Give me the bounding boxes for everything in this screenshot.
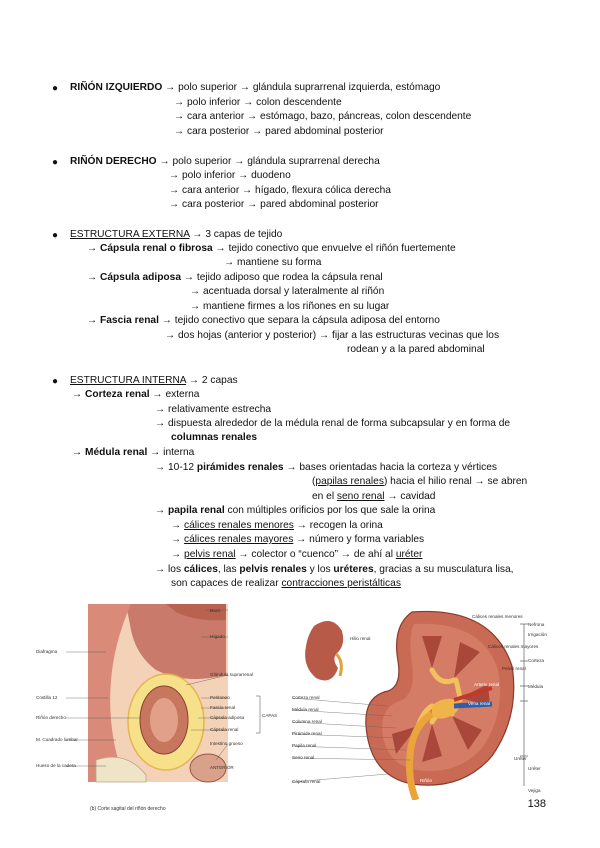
term-bold: Fascia renal	[100, 315, 159, 326]
label-ureter: Uréter	[514, 756, 527, 761]
text-part: → los	[155, 564, 184, 575]
text-part: →	[171, 549, 185, 560]
int-corteza-line4	[171, 431, 257, 444]
text-line: → interna	[150, 447, 195, 458]
text-part: → cavidad	[384, 491, 436, 502]
text-line: → tejido conectivo que envuelve el riñón fuertemente	[215, 243, 456, 254]
label-hilio: Hilio renal	[350, 636, 371, 641]
section-izq-title: RIÑÓN IZQUIERDO	[70, 82, 163, 93]
term-bold: pirámides renales	[196, 462, 284, 473]
section-izq-line4: → cara posterior → pared abdominal posterior	[174, 126, 384, 137]
sagittal-illustration	[36, 600, 286, 815]
section-der-title: RIÑÓN DERECHO	[70, 156, 157, 167]
term-bold: Cápsula renal o fibrosa	[100, 243, 213, 254]
int-calices-menores-line	[171, 519, 383, 532]
text-part: ) hacia el hilio renal → se abren	[383, 476, 528, 487]
label-calices-menores: Cálices renales menores	[472, 614, 523, 619]
label-columna: Columna renal	[292, 719, 322, 724]
ext-adiposa-line2: → acentuada dorsal y lateralmente al riñón	[190, 286, 385, 297]
ext-fascia-line2: → dos hojas (anterior y posterior) → fijar a las estructuras vecinas que los	[165, 330, 500, 341]
term-bold: Médula renal	[85, 447, 148, 458]
term-underlined: uréter	[395, 549, 423, 560]
label-pelvis: Pelvis renal	[502, 666, 526, 671]
text-line: → externa	[152, 389, 200, 400]
ext-adiposa-line3: → mantiene firmes a los riñones en su lugar	[190, 301, 390, 312]
section-der-line4: → cara posterior → pared abdominal posterior	[169, 199, 379, 210]
label-papila: Papila renal	[292, 743, 317, 748]
label-axis-vejiga: Vejiga	[528, 788, 541, 793]
arrow: →	[87, 315, 98, 326]
text-part: → recogen la orina	[293, 520, 383, 531]
label-capsula-renal: Cápsula renal	[292, 779, 321, 784]
bullet-dot: ●	[52, 230, 59, 241]
label-axis-corteza: Corteza	[528, 658, 545, 663]
figure-sagittal-kidney	[36, 600, 286, 815]
text-part: (	[312, 476, 316, 487]
label-capas: CAPAS	[262, 713, 278, 718]
arrow: →	[87, 243, 98, 254]
label-costilla: Costilla 12	[36, 695, 58, 700]
term-underlined: pelvis renal	[184, 549, 236, 560]
section-int-line1	[70, 374, 238, 387]
bullet-dot: ●	[52, 83, 59, 94]
label-cuadrado: M. Cuadrado lumbar	[36, 737, 78, 742]
label-glandula: Glándula suprarrenal	[210, 672, 253, 677]
label-fascia: Fascia renal	[210, 705, 236, 710]
text-line: → tejido conectivo que separa la cápsula adiposa del entorno	[161, 315, 440, 326]
ext-fibrosa-line2: → mantiene su forma	[224, 257, 322, 268]
bullet-dot: ●	[52, 157, 59, 168]
label-hueso: Hueso de la cadera	[36, 763, 76, 768]
ext-adiposa-line1	[87, 271, 383, 284]
label-bazo: Bazo	[210, 608, 221, 613]
arrow: →	[87, 272, 98, 283]
arrow: →	[72, 447, 83, 458]
label-peritoneo: Peritoneo	[210, 695, 230, 700]
text-line: → 2 capas	[188, 375, 238, 386]
label-capsula: Cápsula renal	[210, 727, 239, 732]
label-intestino: Intestino grueso	[210, 741, 243, 746]
text-line: → polo superior → glándula suprarrenal izquierda, estómago	[165, 82, 441, 93]
figure-caption: (b) Corte sagital del riñón derecho	[90, 806, 166, 812]
int-contracciones-line1	[155, 563, 513, 576]
section-ext-title: ESTRUCTURA EXTERNA	[70, 229, 190, 240]
ext-fibrosa-line1	[87, 242, 456, 255]
label-rinon: Riñón	[420, 778, 433, 783]
text-part: , las	[217, 564, 240, 575]
section-ext-line1	[70, 228, 282, 241]
section-izq-line1	[70, 81, 440, 94]
term-underlined: papilas renales	[315, 476, 384, 487]
section-int-title: ESTRUCTURA INTERNA	[70, 375, 187, 386]
term-bold: Cápsula adiposa	[100, 272, 181, 283]
text-part: →	[171, 534, 185, 545]
page-number: 138	[527, 798, 546, 810]
term-bold: papila renal	[168, 505, 225, 516]
term-underlined: seno renal	[336, 491, 385, 502]
term-bold: cálices	[183, 564, 218, 575]
term-bold: uréteres	[333, 564, 374, 575]
label-rinon-derecho: Riñón derecho	[36, 715, 66, 720]
label-corteza: Corteza renal	[292, 695, 320, 700]
label-diafragma: Diafragma	[36, 649, 58, 654]
section-der-line3: → cara anterior → hígado, flexura cólica derecha	[169, 185, 391, 196]
coronal-illustration	[292, 606, 552, 800]
section-der-line2: → polo inferior → duodeno	[169, 170, 291, 181]
int-piramides-line3	[312, 490, 435, 503]
term-bold: pelvis renales	[239, 564, 307, 575]
term-underlined: contracciones peristálticas	[281, 578, 401, 589]
text-line: → polo superior → glándula suprarrenal derecha	[159, 156, 380, 167]
label-adiposa: Cápsula adiposa	[210, 715, 245, 720]
text-part: y los	[306, 564, 334, 575]
int-calices-mayores-line	[171, 533, 424, 546]
int-papila-line	[155, 504, 435, 517]
label-higado: Hígado	[210, 634, 225, 639]
label-piramide: Pirámide renal	[292, 731, 322, 736]
term-underlined: cálices renales menores	[184, 520, 294, 531]
text-part: → número y forma variables	[293, 534, 425, 545]
label-vena: Vena renal	[468, 701, 490, 706]
label-seno: Seno renal	[292, 755, 315, 760]
int-medula-line1	[72, 446, 194, 459]
label-irrigacion: Irrigación	[528, 632, 547, 637]
text-line: → 3 capas de tejido	[192, 229, 283, 240]
int-piramides-line1	[155, 461, 497, 474]
term-bold: columnas renales	[171, 432, 258, 443]
ext-fascia-line1	[87, 314, 440, 327]
text-part: en el	[312, 491, 337, 502]
text-part: → 10-12	[155, 462, 197, 473]
label-medula: Médula renal	[292, 707, 319, 712]
int-corteza-line1	[72, 388, 199, 401]
figure-coronal-kidney	[292, 606, 552, 800]
section-izq-line3: → cara anterior → estómago, bazo, páncreas, colon descendente	[174, 111, 472, 122]
text-part: , gracias a su musculatura lisa,	[373, 564, 514, 575]
label-nefrona: Nefrona	[528, 622, 545, 627]
int-pelvis-line	[171, 548, 422, 561]
label-axis-medula: Médula	[528, 684, 544, 689]
section-der-line1	[70, 155, 380, 168]
int-contracciones-line2	[171, 577, 401, 590]
int-piramides-line2	[312, 475, 527, 488]
text-line: → tejido adiposo que rodea la cápsula renal	[183, 272, 383, 283]
label-arteria: Arteria renal	[474, 682, 500, 687]
text-part: → colector o “cuenco” → de ahí al	[235, 549, 396, 560]
text-part: con múltiples orificios por los que sale la orina	[224, 505, 436, 516]
arrow: →	[72, 389, 83, 400]
int-corteza-line2: → relativamente estrecha	[155, 404, 272, 415]
text-part: →	[171, 520, 185, 531]
text-part: →	[155, 505, 169, 516]
bullet-dot: ●	[52, 376, 59, 387]
label-axis-ureter: Uréter	[528, 766, 541, 771]
term-underlined: cálices renales mayores	[184, 534, 294, 545]
int-corteza-line3: → dispuesta alrededor de la médula renal de forma subcapsular y en forma de	[155, 418, 511, 429]
term-bold: Corteza renal	[85, 389, 150, 400]
section-izq-line2: → polo inferior → colon descendente	[174, 97, 342, 108]
label-anterior: ANTERIOR	[210, 765, 234, 770]
label-calices-mayores: Cálices renales mayores	[488, 644, 539, 649]
text-part: → bases orientadas hacia la corteza y vértices	[283, 462, 498, 473]
text-part: son capaces de realizar	[171, 578, 282, 589]
ext-fascia-line3: rodean y a la pared abdominal	[347, 344, 485, 355]
